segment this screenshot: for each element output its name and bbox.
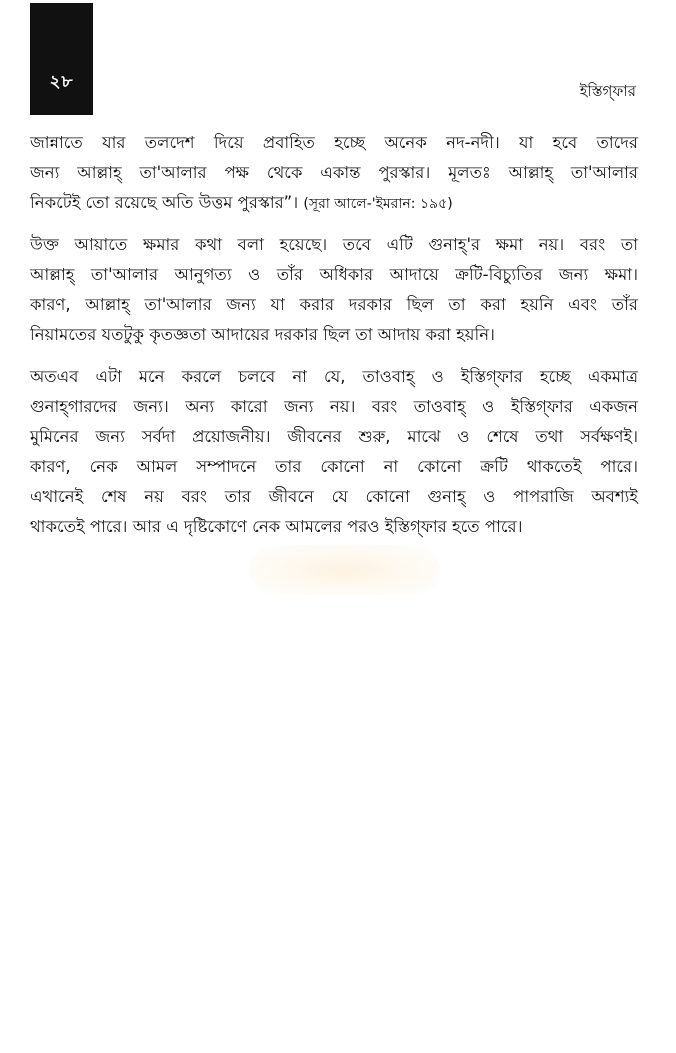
page-number-box <box>30 3 93 115</box>
text-line-with-citation <box>30 188 638 218</box>
paragraph-2 <box>30 230 638 350</box>
text-line: কারণ, আল্লাহ্‌ তা'আলার জন্য যা করার দরকার ছিল তা করা হয়নি এবং তাঁর <box>30 295 638 314</box>
page-body <box>30 128 638 554</box>
text-line: নিয়ামতের যতটুকু কৃতজ্ঞতা আদায়ের দরকার ছিল তা আদায় করা হয়নি। <box>30 325 495 344</box>
paragraph-1 <box>30 128 638 218</box>
verse-citation: (সূরা আলে-'ইমরান: ১৯৫) <box>303 196 453 212</box>
running-header-title: ইস্তিগ্‌ফার <box>579 82 636 100</box>
text-line: থাকতেই পারে। আর এ দৃষ্টিকোণে নেক আমলের পরও ইস্তিগ্‌ফার হতে পারে। <box>30 517 523 536</box>
text-line: জান্নাতে যার তলদেশ দিয়ে প্রবাহিত হচ্ছে অনেক নদ-নদী। যা হবে তাদের <box>30 133 638 152</box>
text-line: আল্লাহ্‌ তা'আলার আনুগত্য ও তাঁর অধিকার আদায়ে ক্রটি-বিচ্যুতির জন্য ক্ষমা। <box>30 265 638 284</box>
text-line: অতএব এটা মনে করলে চলবে না যে, তাওবাহ্‌ ও ইস্তিগ্‌ফার হচ্ছে একমাত্র <box>30 367 638 386</box>
quote-end-text: নিকটেই তো রয়েছে অতি উত্তম পুরস্কার”। <box>30 193 299 212</box>
text-line: জন্য আল্লাহ্‌ তা'আলার পক্ষ থেকে একান্ত পুরস্কার। মূলতঃ আল্লাহ্‌ তা'আলার <box>30 163 638 182</box>
text-line: মুমিনের জন্য সর্বদা প্রয়োজনীয়। জীবনের শুরু, মাঝে ও শেষে তথা সর্বক্ষণই। <box>30 427 638 446</box>
paragraph-3 <box>30 362 638 542</box>
text-line: এখানেই শেষ নয় বরং তার জীবনে যে কোনো গুনাহ্‌ ও পাপরাজি অবশ্যই <box>30 487 638 506</box>
text-line: উক্ত আয়াতে ক্ষমার কথা বলা হয়েছে। তবে এটি গুনাহ্‌'র ক্ষমা নয়। বরং তা <box>30 235 638 254</box>
text-line: কারণ, নেক আমল সম্পাদনে তার কোনো না কোনো ক্রটি থাকতেই পারে। <box>30 457 638 476</box>
page-number: ২৮ <box>49 72 74 92</box>
text-line: গুনাহ্‌গারদের জন্য। অন্য কারো জন্য নয়। বরং তাওবাহ্‌ ও ইস্তিগ্‌ফার একজন <box>30 397 638 416</box>
